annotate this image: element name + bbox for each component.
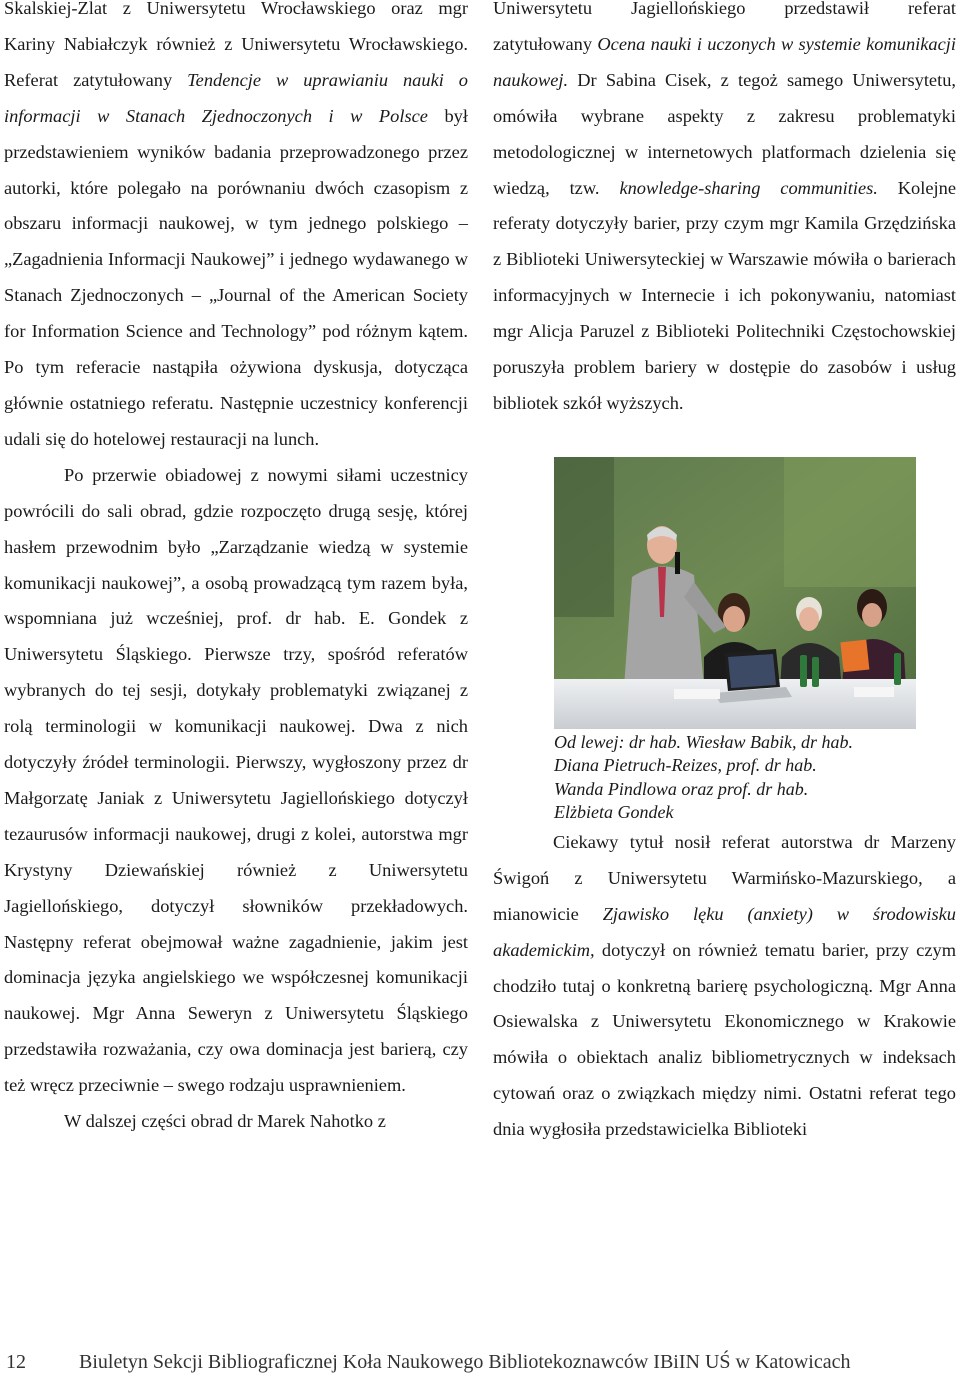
right-column bbox=[493, 0, 956, 1148]
caption-line: Elżbieta Gondek bbox=[554, 802, 674, 823]
body-text: Skalskiej-Zlat z Uniwersytetu Wrocławskiego oraz mgr Kariny Nabiałczyk również z Uniwersytetu Wrocławskiego. Referat zatytułowany bbox=[4, 0, 468, 90]
body-text: Kolejne referaty dotyczyły barier, przy czym mgr Kamila Grzędzińska z Biblioteki Uniwersyteckiej w Warszawie mówiła o barierach informacyjnych w Internecie i ich pokonywaniu, natomiast mgr Alicja Paruzel z Biblioteki Politechniki Częstochowskiej poruszyła problem bariery w dostępie do zasobów i usług bibliotek szkół wyższych. bbox=[493, 177, 956, 413]
caption-line: Od lewej: dr hab. Wiesław Babik, dr hab. bbox=[554, 731, 853, 752]
italic-title-text: Zjawisko lęku (anxiety) w środowisku akademickim, bbox=[493, 903, 956, 960]
italic-title-text: Tendencje w uprawianiu nauki o informacji w Stanach Zjednoczonych i w Polsce bbox=[4, 69, 468, 126]
body-text: Ciekawy tytuł nosił referat autorstwa dr Marzeny Świgoń z Uniwersytetu Warmińsko-Mazurskiego, a mianowicie bbox=[493, 831, 956, 924]
conference-photo bbox=[554, 457, 916, 729]
caption-line: Diana Pietruch-Reizes, prof. dr hab. bbox=[554, 755, 817, 776]
body-text: Dr Sabina Cisek, z tegoż samego Uniwersytetu, omówiła wybrane aspekty z zakresu problematyki metodologicznej w internetowych platformach dzielenia się wiedzą, tzw. bbox=[493, 69, 956, 198]
body-text: W dalszej części obrad dr Marek Nahotko z bbox=[64, 1111, 386, 1132]
photo-figure bbox=[554, 457, 916, 825]
page-number: 12 bbox=[6, 1351, 26, 1373]
right-paragraph-1 bbox=[493, 0, 956, 422]
left-column bbox=[4, 0, 468, 1140]
italic-title-text: knowledge-sharing communities. bbox=[619, 177, 878, 198]
left-paragraph-3 bbox=[4, 1104, 468, 1140]
body-text: dotyczył on również tematu barier, przy czym chodziło tutaj o konkretną barierę psychologiczną. Mgr Anna Osiewalska z Uniwersytetu Ekonomicznego w Krakowie mówiła o obiektach analiz bibliometrycznych w indeksach cytowań oraz o związkach między nimi. Ostatni referat tego dnia wygłosiła przedstawicielka Biblioteki bbox=[493, 939, 956, 1140]
body-text: Po przerwie obiadowej z nowymi siłami uczestnicy powrócili do sali obrad, gdzie rozpoczęto drugą sesję, której hasłem przewodnim było „Zarządzanie wiedzą w systemie komunikacji naukowej”, a osobą prowadzącą tym razem była, wspomniana już wcześniej, prof. dr hab. E. Gondek z Uniwersytetu Śląskiego. Pierwsze trzy, spośród referatów wybranych do tej sesji, dotykały problematyki związanej z rolą terminologii w komunikacji naukowej. Dwa z nich dotyczyły źródeł terminologii. Pierwszy, wygłoszony przez dr Małgorzatę Janiak z Uniwersytetu Jagiellońskiego dotyczył tezaurusów informacji naukowej, drugi z kolei, autorstwa mgr Krystyny Dziewańskiej również z Uniwersytetu Jagiellońskiego, dotyczył słowników przekładowych. Następny referat obejmował ważne zagadnienie, jakim jest dominacja języka angielskiego we współczesnej komunikacji naukowej. Mgr Anna Seweryn z Uniwersytetu Śląskiego przedstawiła rozważania, czy owa dominacja jest barierą, czy też wręcz przeciwnie – swego rodzaju usprawnieniem. bbox=[4, 464, 468, 1096]
photo-caption bbox=[554, 731, 916, 825]
left-paragraph-2 bbox=[4, 458, 468, 1104]
italic-title-text: Ocena nauki i uczonych w systemie komunikacji naukowej. bbox=[493, 33, 956, 90]
right-paragraph-2 bbox=[493, 825, 956, 1148]
body-text: Uniwersytetu Jagiellońskiego przedstawił referat zatytułowany bbox=[493, 0, 956, 54]
body-text: był przedstawieniem wyników badania przeprowadzonego przez autorki, które polegało na porównaniu dwóch czasopism z obszaru informacji naukowej, w tym jednego polskiego – „Zagadnienia Informacji Naukowej” i jednego wydawanego w Stanach Zjednoczonych – „Journal of the American Society for Information Science and Technology” pod różnym kątem. Po tym referacie nastąpiła ożywiona dyskusja, dotycząca głównie ostatniego referatu. Następnie uczestnicy konferencji udali się do hotelowej restauracji na lunch. bbox=[4, 105, 468, 449]
running-title: Biuletyn Sekcji Bibliograficznej Koła Naukowego Bibliotekoznawców IBiIN UŚ w Katowicach bbox=[79, 1351, 851, 1373]
caption-line: Wanda Pindlowa oraz prof. dr hab. bbox=[554, 778, 809, 799]
left-paragraph-1 bbox=[4, 0, 468, 458]
